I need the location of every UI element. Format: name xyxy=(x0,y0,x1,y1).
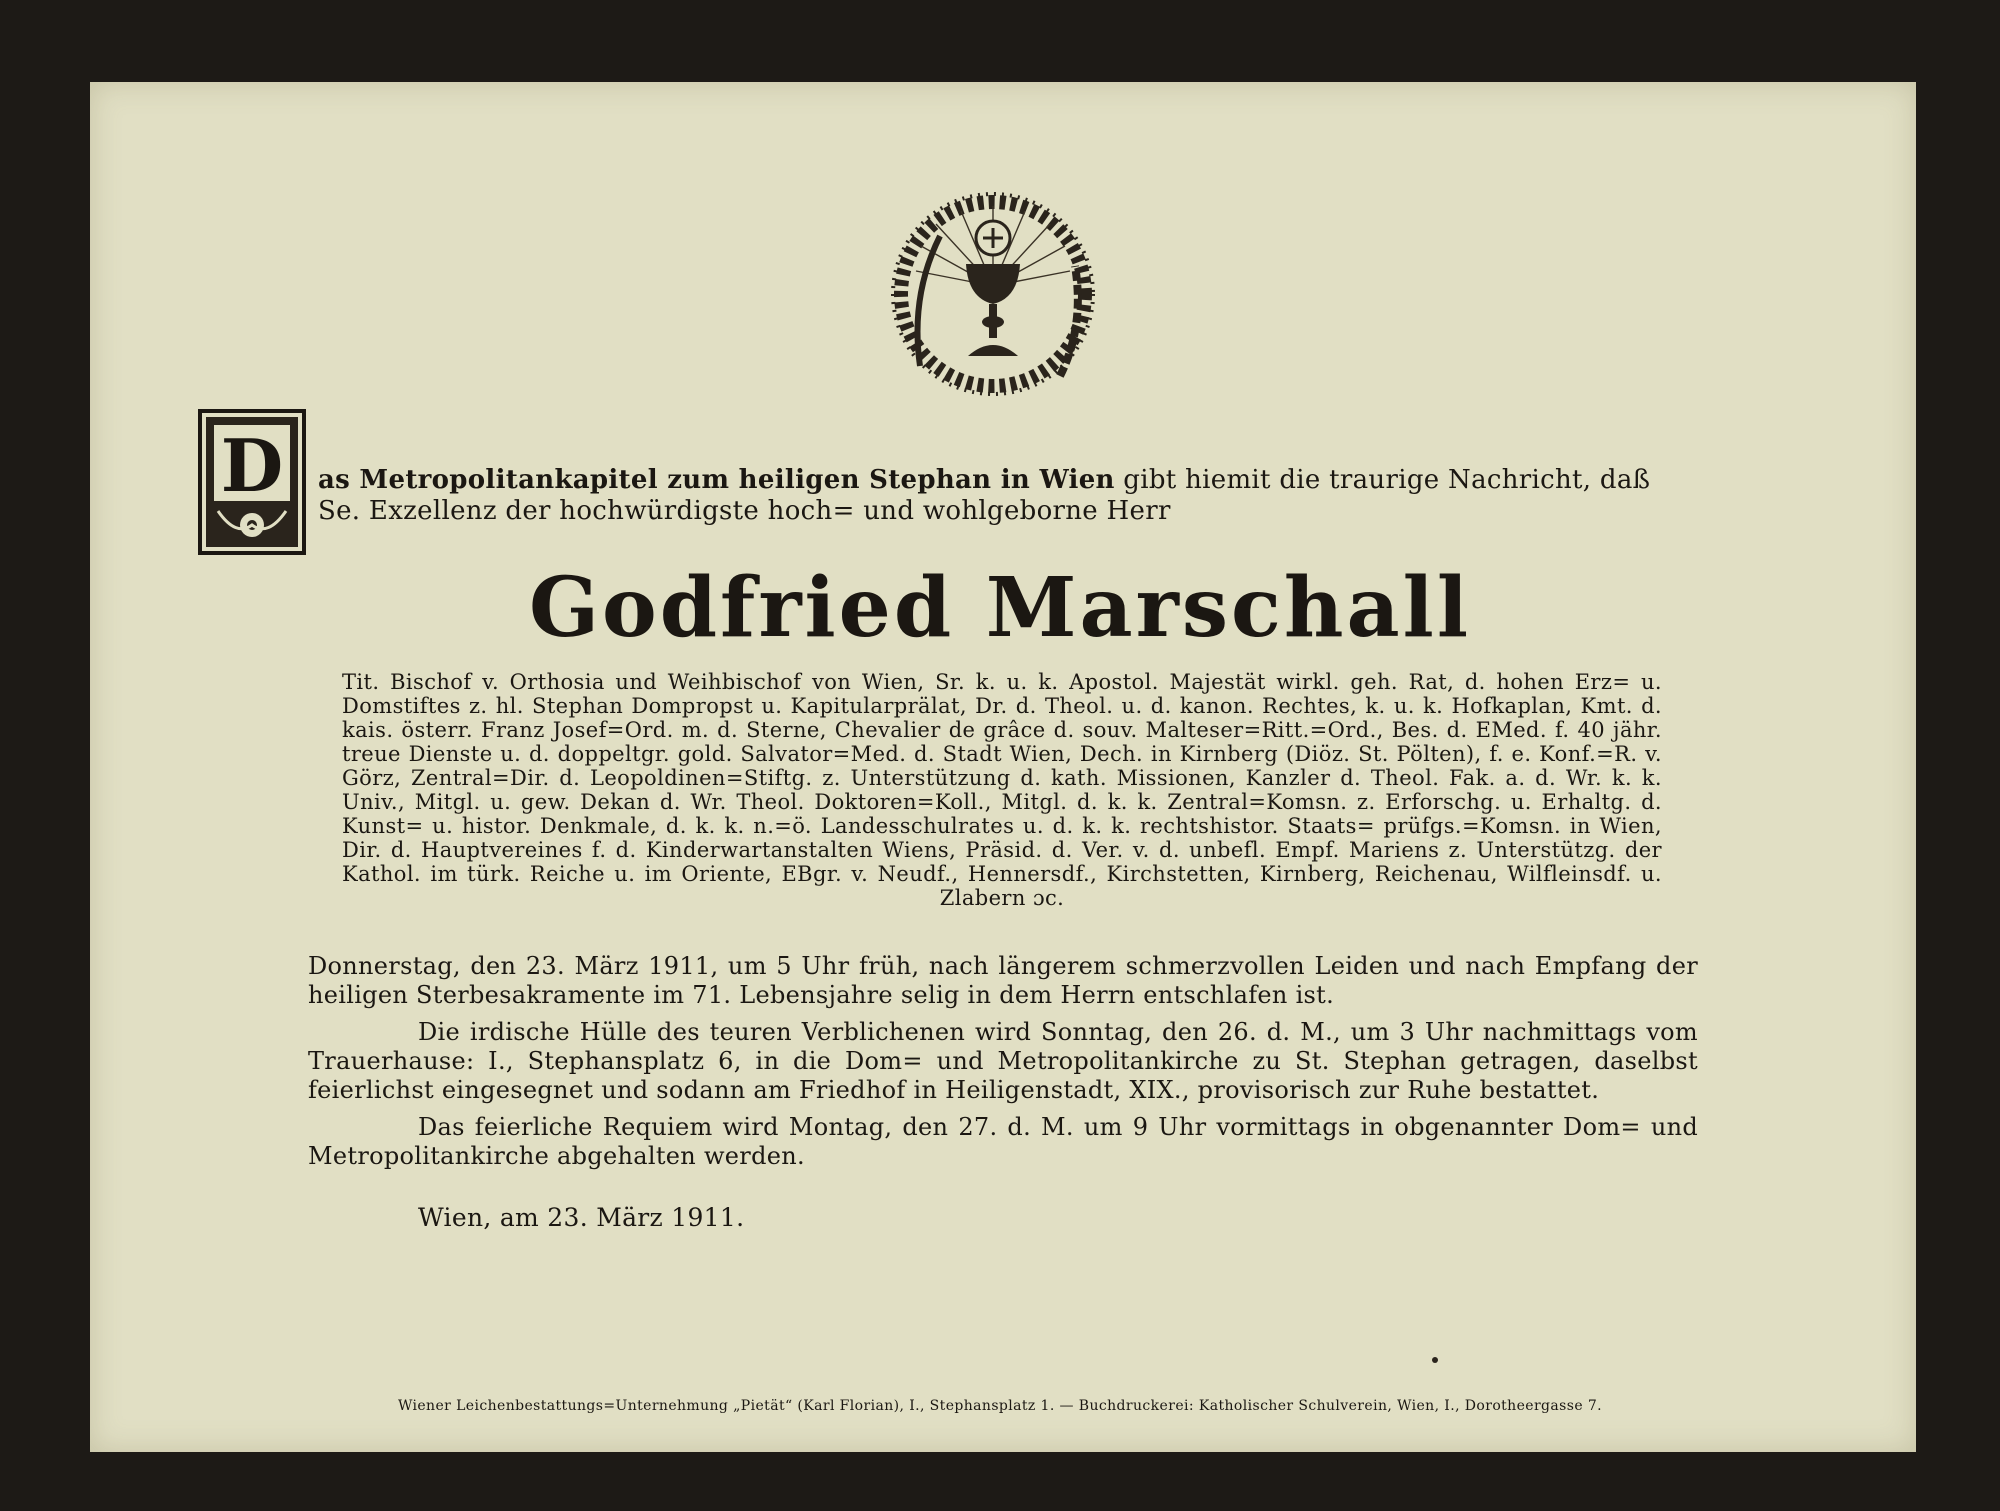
deceased-name: Godfried Marschall xyxy=(529,560,1471,656)
paragraph-death: Donnerstag, den 23. März 1911, um 5 Uhr früh, nach längerem schmerzvollen Leiden und nach Empfang der heiligen Sterbesakramente im 71. Lebensjahre selig in dem Herrn entschlafen ist. xyxy=(308,952,1698,1009)
ornamental-initial-icon xyxy=(196,407,308,557)
paragraph-funeral: Die irdische Hülle des teuren Verblichenen wird Sonntag, den 26. d. M., um 3 Uhr nachmittags vom Trauerhause: I., Stephansplatz 6, in die Dom= und Metropolitankirche zu St. Stephan getragen, daselbst feierlichst eingesegnet und sodann am Friedhof in Heiligenstadt, XIX., provisorisch zur Ruhe bestattet. xyxy=(308,1018,1698,1104)
titles-paragraph: Tit. Bischof v. Orthosia und Weihbischof von Wien, Sr. k. u. k. Apostol. Majestät wirkl. geh. Rat, d. hohen Erz= u. Domstiftes z. hl. Stephan Dompropst u. Kapitularprälat, Dr. d. Theol. u. d. kanon. Rechtes, k. u. k. Hofkaplan, Kmt. d. kais. österr. Franz Josef=Ord. m. d. Sterne, Chevalier de grâce d. souv. Malteser=Ritt.=Ord., Bes. d. EMed. f. 40 jähr. treue Dienste u. d. doppeltgr. gold. Salvator=Med. d. Stadt Wien, Dech. in Kirnberg (Diöz. St. Pölten), f. e. Konf.=R. v. Görz, Zentral=Dir. d. Leopoldinen=Stiftg. z. Unterstützung d. kath. Missionen, Kanzler d. Theol. Fak. a. d. Wr. k. k. Univ., Mitgl. u. gew. Dekan d. Wr. Theol. Doktoren=Koll., Mitgl. d. k. k. Zentral=Komsn. z. Erforschg. u. Erhaltg. d. Kunst= u. histor. Denkmale, d. k. k. n.=ö. Landesschulrates u. d. k. k. rechtshistor. Staats= prüfgs.=Komsn. in Wien, Dir. d. Hauptvereines f. d. Kinderwartanstalten Wiens, Präsid. d. Ver. v. d. unbefl. Empf. Mariens z. Unterstützg. der Kathol. im türk. Reiche u. im Oriente, EBgr. v. Neudf., Hennersdf., Kirchstetten, Kirnberg, Reichenau, Wilfleinsdf. u. Zlabern ɔc. xyxy=(342,670,1662,910)
chapter-name: as Metropolitankapitel zum heiligen Stephan in Wien xyxy=(318,465,1115,495)
place-date: Wien, am 23. März 1911. xyxy=(418,1203,745,1232)
printer-footer: Wiener Leichenbestattungs=Unternehmung „Pietät“ (Karl Florian), I., Stephansplatz 1. — Buchdruckerei: Katholischer Schulverein, Wien, I., Dorotheergasse 7. xyxy=(397,1398,1603,1414)
paragraph-requiem: Das feierliche Requiem wird Montag, den 27. d. M. um 9 Uhr vormittags in obgenannter Dom= und Metropolitankirche abgehalten werden. xyxy=(308,1113,1698,1170)
intro-text xyxy=(318,465,1698,527)
ink-dot xyxy=(1432,1357,1438,1363)
notice-body xyxy=(308,952,1698,1179)
chalice-wreath-icon xyxy=(880,176,1106,421)
initial-letter: D xyxy=(220,423,284,508)
intro-rest: gibt hiemit die traurige Nachricht, daß Se. Exzellenz der hochwürdigste hoch= und wohlgeborne Herr xyxy=(318,465,1651,526)
